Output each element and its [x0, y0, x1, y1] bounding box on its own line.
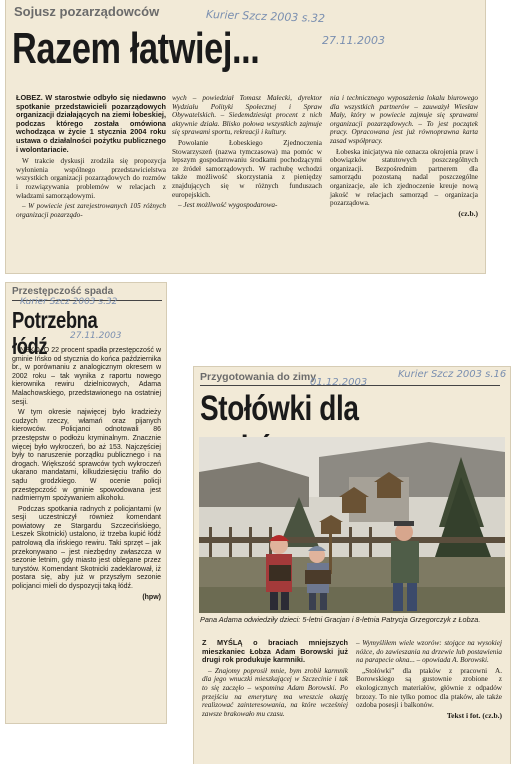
kicker: Sojusz pozarządowców — [14, 4, 160, 19]
quote-paragraph: – W powiecie jest zarejestrowanych 105 różnych organizacji pozarządo- — [16, 202, 166, 219]
column-1 — [202, 639, 348, 720]
column-1 — [16, 94, 166, 221]
lead-paragraph: ŁOBEZ. W starostwie odbyło się niedawno spotkanie przedstawicieli pozarządowych organizacji działających na ziemi łobeskiej, podczas którego została omówiona wchodząca w życie 1 stycznia 2004 roku ustawa o działalności pożytku publicznego i wolontariacie. — [16, 93, 166, 154]
kicker: Przygotowania do zimy — [200, 371, 317, 383]
paragraph: Powołanie Łobeskiego Zjednoczenia Stowarzyszeń (nazwa tymczasowa) ma pomóc w lepszym gospodarowaniu środkami pochodzącymi ze źródeł samorządowych. W rachubę wchodzi także możliwość skorzystania z pieniędzy znajdujących się w różnych funduszach europejskich. — [172, 138, 322, 199]
byline: (hpw) — [142, 593, 161, 601]
lead-paragraph: Z MYŚLĄ o braciach mniejszych mieszkaniec Łobza Adam Borowski już drugi rok produkuje karmniki. — [202, 638, 348, 665]
quote-paragraph: – Jest możliwość wygospodarowa- — [178, 201, 278, 210]
photo-illustration — [199, 437, 505, 613]
handwritten-source: Kurier Szcz 2003 s.32 — [205, 7, 326, 26]
photo-children-with-bird-feeders — [199, 437, 505, 613]
handwritten-date: 27.11.2003 — [70, 331, 122, 341]
column-2 — [172, 94, 322, 212]
quote-paragraph: nia i technicznego wyposażenia lokalu biurowego dla wszystkich partnerów – zauważył Wiesław Mały, który w powiecie zajmuje się sprawami organizacji pozarządowych. – To jest początek pracy. Opracowana jest już równoprawna karta zasad współpracy. — [330, 94, 478, 145]
column-3 — [330, 94, 478, 218]
lead-paragraph: INSKO. O 22 procent spadła przestępczość w gminie Ińsko od stycznia do końca października br., w porównaniu z analogicznym okresem w 2002 roku – tak wynika z raportu nowego kierownika rewiru dzielnicowych, Adama Malachowskiego, przedstawionego na ostatniej sesji. — [12, 347, 161, 406]
paragraph: „Stołówki” dla ptaków z pracowni A. Borowskiego są gustownie zrobione z ekologicznych materiałów, głównie z odpadów brzozy. To nie tylko pomoc dla ptaków, ale także ozdoba posesji i balkonów. — [356, 666, 502, 710]
headline: Potrzebna łódź — [12, 307, 98, 359]
column-2 — [356, 639, 502, 720]
article-potrzebna-lodz — [6, 283, 166, 723]
paragraph: Łobeska inicjatywa nie oznacza okrojenia praw i obowiązków statutowych poszczególnych organizacji. Bezpośrednim partnerem dla samorządu pozostaną nadal poszczególne organizacje, ale ich zjednoczenie kreuje nową jakość w relacjach samorząd – organizacja pozarządowa. — [330, 147, 478, 208]
handwritten-date: 27.11.2003 — [322, 34, 385, 47]
article-body — [12, 347, 161, 602]
byline: Tekst i fot. (cz.b.) — [446, 710, 502, 720]
photo-caption: Pana Adama odwiedziły dzieci: 5-letni Gracjan i 8-letnia Patrycja Grzegorczyk z Łobza. — [200, 615, 481, 624]
paragraph: W trakcie dyskusji zrodziła się propozycja wyłonienia wspólnego przedstawicielstwa wszystkich organizacji pozarządowych do rozmów i rozwiązywania problemów w relacjach z władzami samorządowymi. — [16, 157, 166, 200]
article-razem-latwiej — [6, 0, 485, 273]
handwritten-date: 01.12.2003 — [310, 377, 368, 388]
kicker: Przestępczość spada — [12, 286, 114, 297]
handwritten-source: Kurier Szcz 2003 s.16 — [398, 369, 507, 380]
article-stolowki-dla-ptakow — [194, 367, 510, 764]
paragraph: W tym okresie najwięcej było kradzieży cudzych rzeczy, włamań oraz pijanych kierowców. Policjanci odnotowali 86 przestępstw o podłożu kryminalnym. Znacznie więcej było wykroczeń, bo aż 153. Najczęściej były to naruszenie porządku publicznego i na drogach. Większość sprawców tych wykroczeń ukarano mandatami, kilkudziesięciu trafiło do sądu grodzkiego. W ocenie policji przestępczość w gminie spowodowana jest nadmiernym spożywaniem alkoholu. — [12, 409, 161, 503]
quote-paragraph: wych – powiedział Tomasz Małecki, dyrektor Wydziału Polityki Społecznej i Spraw Obywatelskich. – Siedemdziesiąt procent z nich aktywnie działa. Blisko połowa wszystkich zajmuje się sprawami sportu, rekreacji i kultury. — [172, 94, 322, 137]
paragraph: Podczas spotkania radnych z policjantami (w sesji uczestniczył również komendant powiatowy ze Stargardu Szczecińskiego, Leszek Skotnicki) ustalono, iż trzeba kupić łódź patrolową dla ińskiego rewiru. Taki sprzęt – jak przekonywano – jest niezbędny zwłaszcza w sezonie letnim, gdy miasto jest oblegane przez turystów. Komendant Skotnicki zadeklarował, iż postara się, aby już w przyszłym sezonie policjanci mieli do dyspozycji taką łódź. — [12, 505, 161, 591]
headline: Stołówki dla — [200, 389, 359, 428]
quote-paragraph: – Wymyśliłem wiele wzorów: stojące na wysokiej nóżce, do zawieszania na drzewie lub postawienia na parapecie okna... – opowiada A. Borowski. — [356, 639, 502, 665]
handwritten-source: Kurier Szcz 2003 s.32 — [20, 297, 118, 307]
byline: (cz.b.) — [458, 208, 478, 218]
headline: Razem łatwiej... — [12, 24, 260, 73]
quote-paragraph: – Znajomy poprosił mnie, bym zrobił karmnik dla jego wnuczki mieszkającej w Szczecinie i tak to się zaczęło – wspomina Adam Borowski. Po przejściu na emeryturę ma wreszcie okazję realizować zainteresowania, na które wcześniej zawsze brakowało mu czasu. — [202, 666, 348, 718]
